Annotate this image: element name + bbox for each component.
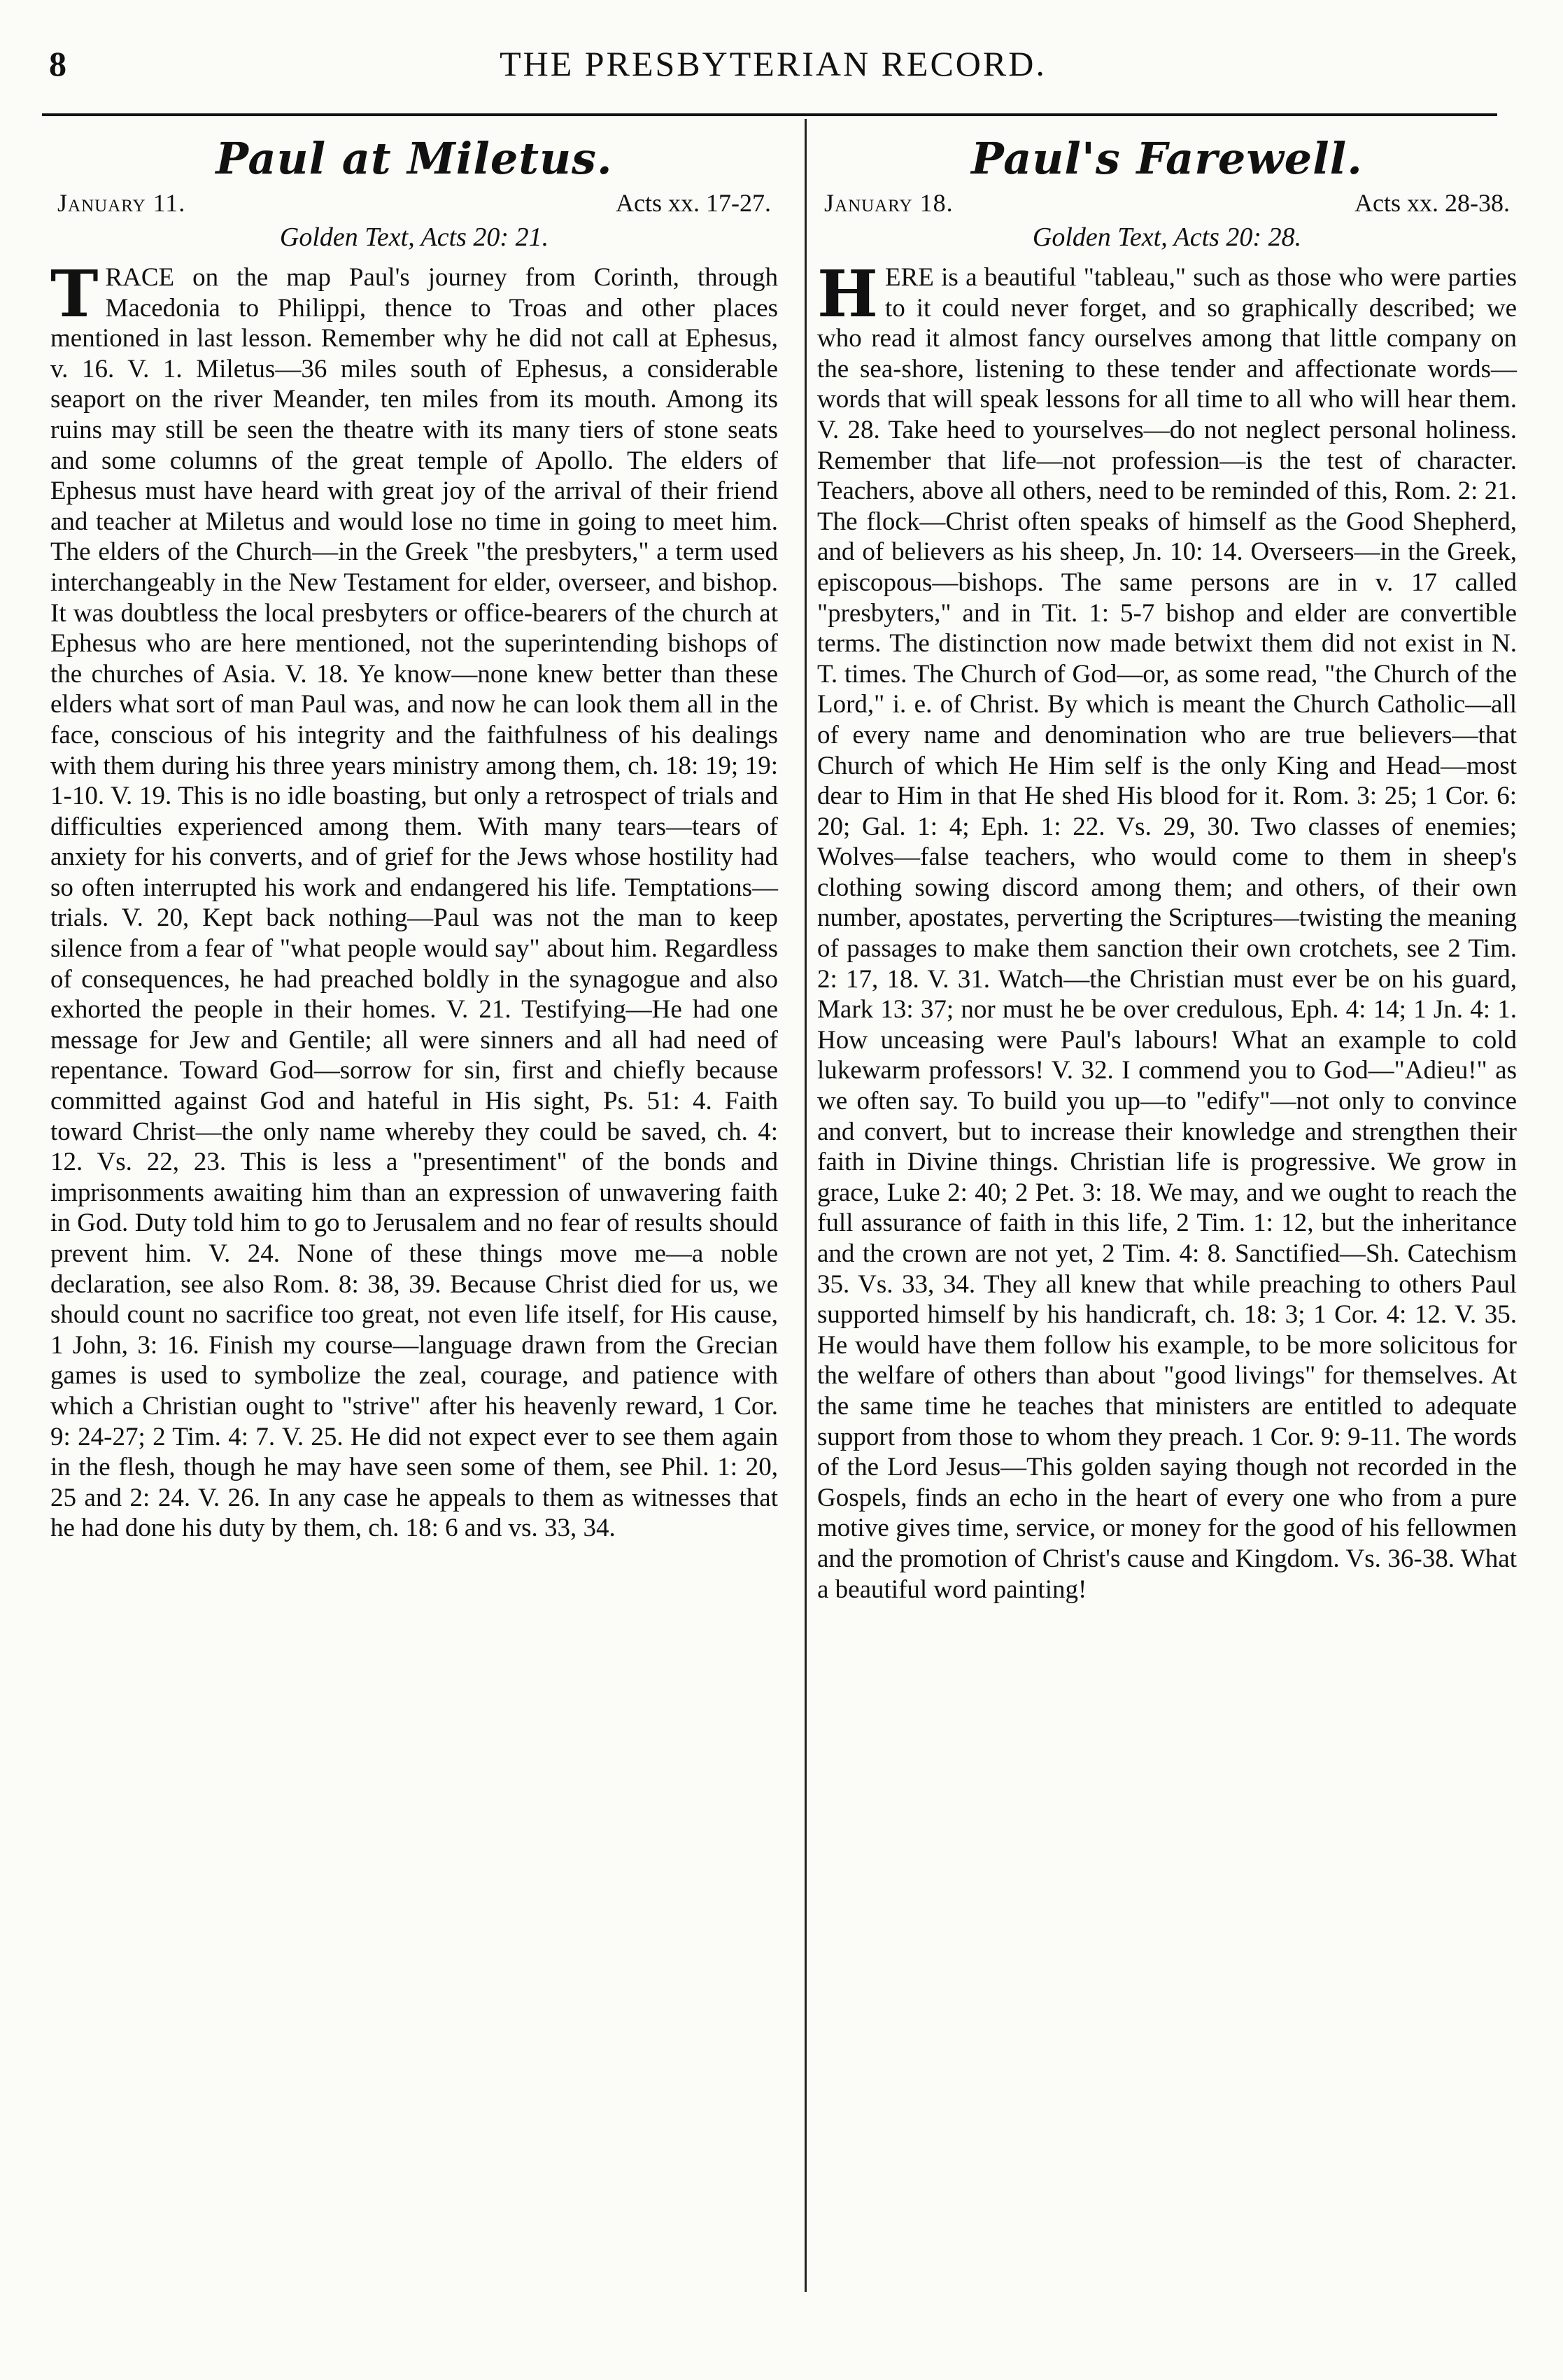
left-column: [50, 126, 778, 1544]
lesson-paragraph: RACE on the map Paul's journey from Corinth, through Macedonia to Philippi, thence to Troas and other places mentioned in last lesson. Remember why he did not call at Ephesus, v. 16. V. 1. Miletus—36 miles south of Ephesus, a considerable seaport on the river Meander, ten miles from its mouth. Among its ruins may still be seen the theatre with its many tiers of stone seats and some columns of the great temple of Apollo. The elders of Ephesus must have heard with great joy of the arrival of their friend and teacher at Miletus and would lose no time in going to meet him. The elders of the Church—in the Greek "the presbyters," a term used interchangeably in the New Testament for elder, overseer, and bishop. It was doubtless the local presbyters or office-bearers of the church at Ephesus who are here mentioned, not the superintending bishops of the churches of Asia. V. 18. Ye know—none knew better than these elders what sort of man Paul was, and now he can look them all in the face, conscious of his integrity and the faithfulness of his dealings with them during his three years ministry among them, ch. 18: 19; 19: 1-10. V. 19. This is no idle boasting, but only a retrospect of trials and difficulties experienced among them. With many tears—tears of anxiety for his converts, and of grief for the Jews whose hostility had so often interrupted his work and endangered his life. Temptations—trials. V. 20, Kept back nothing—Paul was not the man to keep silence from a fear of "what people would say" about him. Regardless of consequences, he had preached boldly in the synagogue and also exhorted the people in their homes. V. 21. Testifying—He had one message for Jew and Gentile; all were sinners and all had need of repentance. Toward God—sorrow for sin, first and chiefly because committed against God and hateful in His sight, Ps. 51: 4. Faith toward Christ—the only name whereby they could be saved, ch. 4: 12. Vs. 22, 23. This is less a "presentiment" of the bonds and imprisonments awaiting him than an expression of unwavering faith in God. Duty told him to go to Jerusalem and no fear of results should prevent him. V. 24. None of these things move me—a noble declaration, see also Rom. 8: 38, 39. Because Christ died for us, we should count no sacrifice too great, not even life itself, for His cause, 1 John, 3: 16. Finish my course—language drawn from the Grecian games is used to symbolize the zeal, courage, and patience with which a Christian ought to "strive" after his heavenly reward, 1 Cor. 9: 24-27; 2 Tim. 4: 7. V. 25. He did not expect ever to see them again in the flesh, though he may have seen some of them, see Phil. 1: 20, 25 and 2: 24. V. 26. In any case he appeals to them as witnesses that he had done his duty by them, ch. 18: 6 and vs. 33, 34.: [50, 263, 778, 1543]
golden-text: Golden Text, Acts 20: 28.: [1032, 223, 1302, 252]
lesson-meta: [57, 188, 771, 218]
lesson-body: [50, 256, 778, 1544]
page-header: [49, 43, 1497, 92]
lesson-date: January 18.: [824, 189, 954, 217]
drop-cap: H: [817, 256, 878, 332]
lesson-paragraph: ERE is a beautiful "tableau," such as those who were parties to it could never forget, and so graphically described; we who read it almost fancy ourselves among that little company on the sea-shore, listening to these tender and affectionate words—words that will speak lessons for all time to all who will hear them. V. 28. Take heed to yourselves—do not neglect personal holiness. Remember that life—not profession—is the test of character. Teachers, above all others, need to be reminded of this, Rom. 2: 21. The flock—Christ often speaks of himself as the Good Shepherd, and of believers as his sheep, Jn. 10: 14. Overseers—in the Greek, episcopous—bishops. The same persons are in v. 17 called "presbyters," and in Tit. 1: 5-7 bishop and elder are convertible terms. The distinction now made betwixt them did not exist in N. T. times. The Church of God—or, as some read, "the Church of the Lord," i. e. of Christ. By which is meant the Church Catholic—all of every name and denomination who are true believers—that Church of which He Him self is the only King and Head—most dear to Him in that He shed His blood for it. Rom. 3: 25; 1 Cor. 6: 20; Gal. 1: 4; Eph. 1: 22. Vs. 29, 30. Two classes of enemies; Wolves—false teachers, who would come to them in sheep's clothing sowing discord among them; and others, of their own number, apostates, perverting the Scriptures—twisting the meaning of passages to make them sanction their own crotchets, see 2 Tim. 2: 17, 18. V. 31. Watch—the Christian must ever be on his guard, Mark 13: 37; nor must he be over credulous, Eph. 4: 14; 1 Jn. 4: 1. How unceasing were Paul's labours! What an example to cold lukewarm professors! V. 32. I commend you to God—"Adieu!" as we often say. To build you up—to "edify"—not only to convince and convert, but to increase their knowledge and strengthen their faith in Divine things. Christian life is progressive. We grow in grace, Luke 2: 40; 2 Pet. 3: 18. We may, and we ought to reach the full assurance of faith in this life, 2 Tim. 1: 12, but the inheritance and the crown are not yet, 2 Tim. 4: 8. Sanctified—Sh. Catechism 35. Vs. 33, 34. They all knew that while preaching to others Paul supported himself by his handicraft, ch. 18: 3; 1 Cor. 4: 12. V. 35. He would have them follow his example, to be more solicitous for the welfare of others than about "good livings" for themselves. At the same time he teaches that ministers are entitled to adequate support from those to whom they preach. 1 Cor. 9: 9-11. The words of the Lord Jesus—This golden saying though not recorded in the Gospels, finds an echo in the heart of every one who from a pure motive gives time, service, or money for the good of his fellowmen and the promotion of Christ's cause and Kingdom. Vs. 36-38. What a beautiful word painting!: [817, 263, 1517, 1604]
column-divider: [805, 119, 807, 2292]
lesson-reference: Acts xx. 28-38.: [1355, 189, 1510, 217]
lesson-date: January 11.: [57, 189, 186, 217]
lesson-body: [817, 256, 1517, 1605]
header-rule: [42, 113, 1497, 116]
page-number: 8: [49, 44, 66, 83]
lesson-title: Paul's Farewell.: [971, 133, 1363, 184]
right-column: [817, 126, 1517, 1605]
lesson-reference: Acts xx. 17-27.: [616, 189, 771, 217]
drop-cap: T: [50, 256, 99, 332]
lesson-title: Paul at Miletus.: [215, 133, 613, 184]
lesson-meta: [824, 188, 1510, 218]
running-head: THE PRESBYTERIAN RECORD.: [500, 44, 1047, 83]
golden-text: Golden Text, Acts 20: 21.: [279, 223, 549, 252]
